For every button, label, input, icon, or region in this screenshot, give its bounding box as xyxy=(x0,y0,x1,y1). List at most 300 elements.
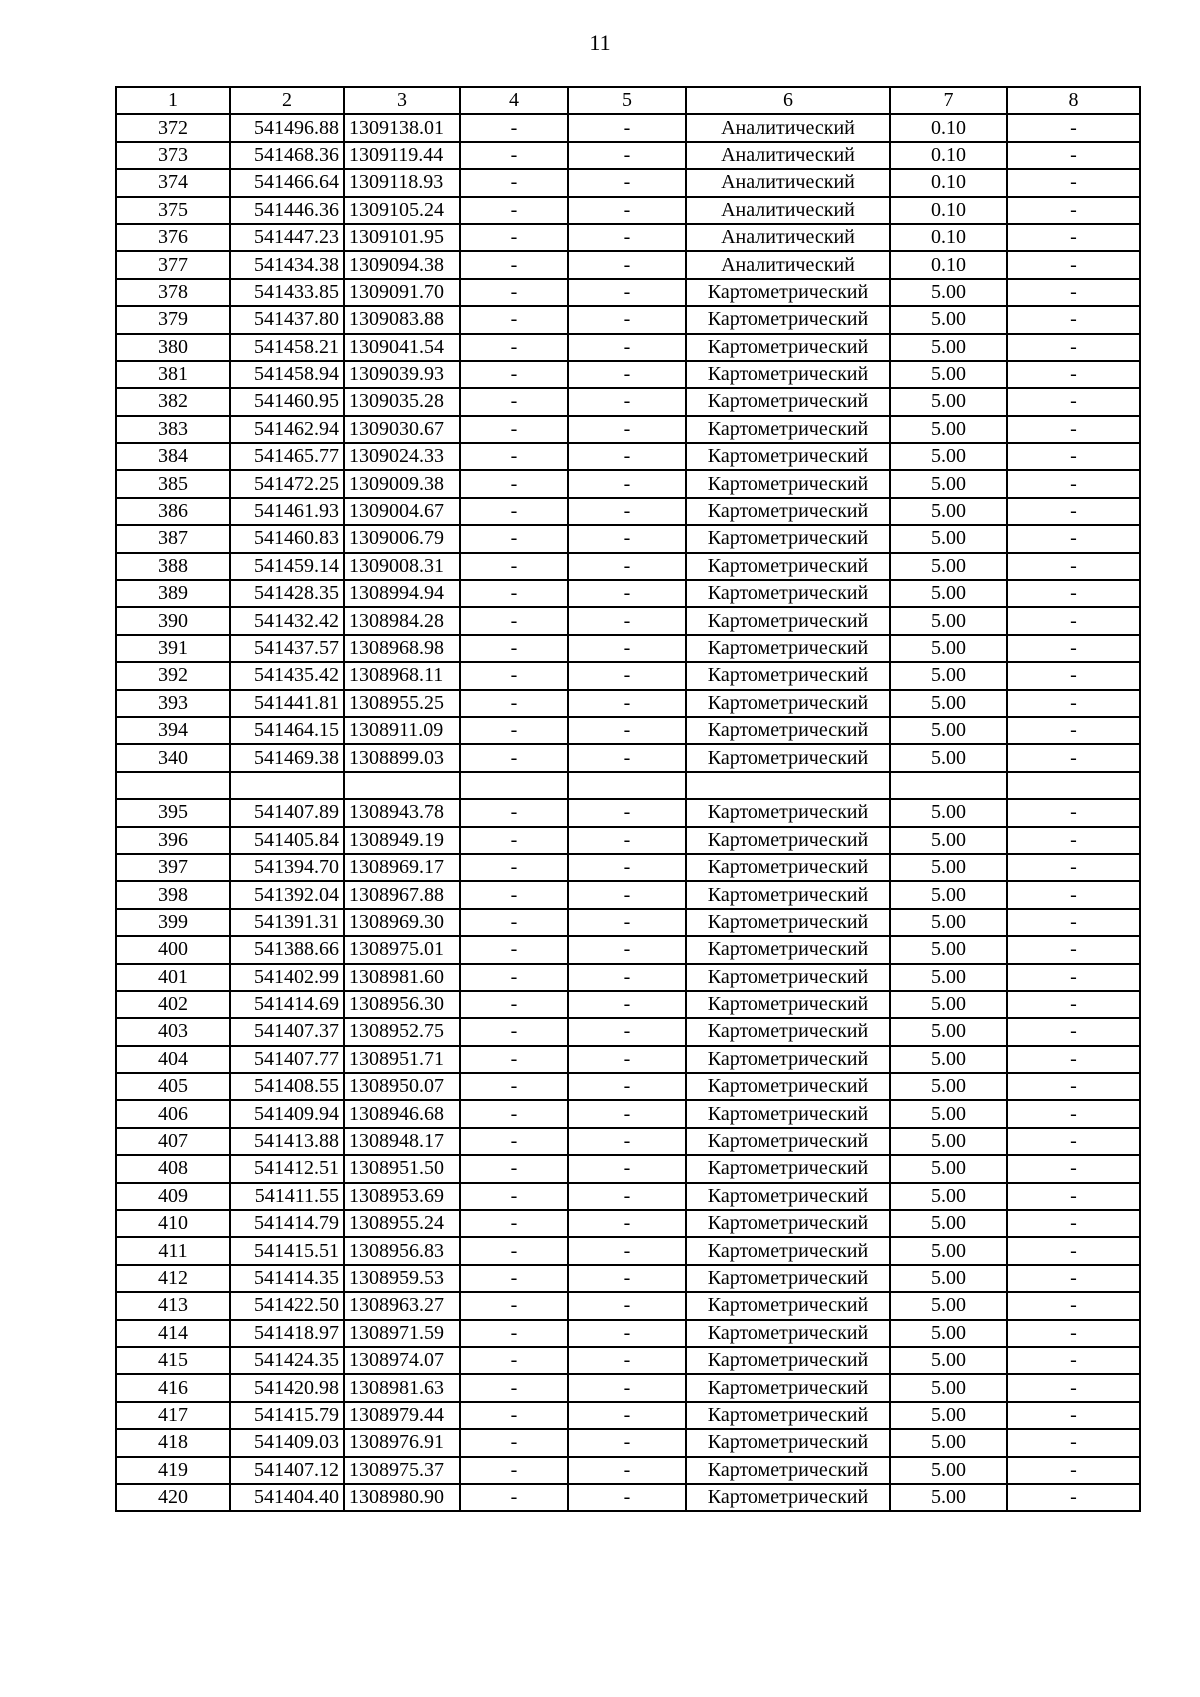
col8-cell: - xyxy=(1007,334,1140,361)
col8-cell: - xyxy=(1007,416,1140,443)
col4-cell: - xyxy=(460,827,568,854)
col4-cell: - xyxy=(460,553,568,580)
point-number-cell: 411 xyxy=(116,1237,230,1264)
accuracy-cell: 5.00 xyxy=(890,470,1007,497)
accuracy-cell: 5.00 xyxy=(890,361,1007,388)
accuracy-cell: 5.00 xyxy=(890,635,1007,662)
table-row xyxy=(116,936,1140,963)
method-cell: Картометрический xyxy=(686,1100,890,1127)
method-cell: Аналитический xyxy=(686,224,890,251)
col4-cell: - xyxy=(460,525,568,552)
point-number-cell: 402 xyxy=(116,991,230,1018)
col5-cell: - xyxy=(568,334,686,361)
col8-cell: - xyxy=(1007,964,1140,991)
method-cell: Картометрический xyxy=(686,1018,890,1045)
method-cell: Картометрический xyxy=(686,443,890,470)
col5-cell: - xyxy=(568,991,686,1018)
col4-cell: - xyxy=(460,279,568,306)
col4-cell: - xyxy=(460,635,568,662)
col5-cell: - xyxy=(568,498,686,525)
point-number-cell: 414 xyxy=(116,1320,230,1347)
table-row xyxy=(116,361,1140,388)
col8-cell: - xyxy=(1007,197,1140,224)
col5-cell: - xyxy=(568,854,686,881)
col4-cell: - xyxy=(460,142,568,169)
col5-cell: - xyxy=(568,306,686,333)
col8-cell: - xyxy=(1007,169,1140,196)
col8-cell: - xyxy=(1007,1320,1140,1347)
method-cell: Картометрический xyxy=(686,498,890,525)
x-coordinate-cell: 541388.66 xyxy=(230,936,344,963)
table-row xyxy=(116,607,1140,634)
table-row xyxy=(116,991,1140,1018)
column-header: 8 xyxy=(1007,87,1140,114)
x-coordinate-cell: 541418.97 xyxy=(230,1320,344,1347)
y-coordinate-cell: 1309101.95 xyxy=(344,224,460,251)
col4-cell: - xyxy=(460,1046,568,1073)
table-row xyxy=(116,525,1140,552)
table-row xyxy=(116,416,1140,443)
col8-cell: - xyxy=(1007,1128,1140,1155)
y-coordinate-cell: 1308955.25 xyxy=(344,690,460,717)
point-number-cell: 404 xyxy=(116,1046,230,1073)
col5-cell: - xyxy=(568,1320,686,1347)
accuracy-cell: 5.00 xyxy=(890,827,1007,854)
method-cell: Аналитический xyxy=(686,197,890,224)
y-coordinate-cell: 1308994.94 xyxy=(344,580,460,607)
accuracy-cell: 5.00 xyxy=(890,388,1007,415)
x-coordinate-cell: 541402.99 xyxy=(230,964,344,991)
x-coordinate-cell: 541447.23 xyxy=(230,224,344,251)
accuracy-cell: 5.00 xyxy=(890,964,1007,991)
point-number-cell: 373 xyxy=(116,142,230,169)
col4-cell: - xyxy=(460,1128,568,1155)
col5-cell: - xyxy=(568,169,686,196)
col8-cell: - xyxy=(1007,635,1140,662)
y-coordinate-cell: 1308956.30 xyxy=(344,991,460,1018)
column-header: 6 xyxy=(686,87,890,114)
column-header: 5 xyxy=(568,87,686,114)
accuracy-cell: 5.00 xyxy=(890,1402,1007,1429)
y-coordinate-cell: 1309119.44 xyxy=(344,142,460,169)
table-row xyxy=(116,1046,1140,1073)
table-row xyxy=(116,881,1140,908)
y-coordinate-cell: 1309041.54 xyxy=(344,334,460,361)
point-number-cell: 393 xyxy=(116,690,230,717)
point-number-cell: 397 xyxy=(116,854,230,881)
table-row xyxy=(116,635,1140,662)
x-coordinate-cell: 541412.51 xyxy=(230,1155,344,1182)
col4-cell: - xyxy=(460,1237,568,1264)
x-coordinate-cell: 541415.51 xyxy=(230,1237,344,1264)
method-cell: Картометрический xyxy=(686,470,890,497)
point-number-cell: 400 xyxy=(116,936,230,963)
x-coordinate-cell: 541411.55 xyxy=(230,1183,344,1210)
accuracy-cell: 5.00 xyxy=(890,1484,1007,1511)
accuracy-cell: 5.00 xyxy=(890,498,1007,525)
col4-cell: - xyxy=(460,1402,568,1429)
accuracy-cell: 5.00 xyxy=(890,909,1007,936)
y-coordinate-cell: 1309138.01 xyxy=(344,114,460,141)
point-number-cell: 399 xyxy=(116,909,230,936)
y-coordinate-cell: 1308899.03 xyxy=(344,744,460,771)
y-coordinate-cell: 1309105.24 xyxy=(344,197,460,224)
accuracy-cell: 5.00 xyxy=(890,1100,1007,1127)
col8-cell: - xyxy=(1007,1100,1140,1127)
table-row xyxy=(116,114,1140,141)
table-row xyxy=(116,854,1140,881)
table-row xyxy=(116,1457,1140,1484)
accuracy-cell: 5.00 xyxy=(890,936,1007,963)
method-cell: Картометрический xyxy=(686,1128,890,1155)
col4-cell: - xyxy=(460,1320,568,1347)
accuracy-cell: 0.10 xyxy=(890,114,1007,141)
col8-cell: - xyxy=(1007,470,1140,497)
col4-cell: - xyxy=(460,1018,568,1045)
col5-cell: - xyxy=(568,690,686,717)
point-number-cell: 390 xyxy=(116,607,230,634)
method-cell: Картометрический xyxy=(686,690,890,717)
col5-cell: - xyxy=(568,909,686,936)
method-cell: Картометрический xyxy=(686,964,890,991)
point-number-cell: 398 xyxy=(116,881,230,908)
x-coordinate-cell: 541435.42 xyxy=(230,662,344,689)
col8-cell: - xyxy=(1007,1429,1140,1456)
col5-cell: - xyxy=(568,1457,686,1484)
table-row xyxy=(116,197,1140,224)
col5-cell: - xyxy=(568,114,686,141)
y-coordinate-cell: 1309009.38 xyxy=(344,470,460,497)
x-coordinate-cell: 541409.94 xyxy=(230,1100,344,1127)
table-row xyxy=(116,1265,1140,1292)
x-coordinate-cell: 541407.89 xyxy=(230,799,344,826)
col4-cell: - xyxy=(460,607,568,634)
accuracy-cell: 5.00 xyxy=(890,717,1007,744)
accuracy-cell: 5.00 xyxy=(890,416,1007,443)
x-coordinate-cell: 541441.81 xyxy=(230,690,344,717)
col8-cell: - xyxy=(1007,224,1140,251)
column-header: 4 xyxy=(460,87,568,114)
method-cell: Картометрический xyxy=(686,525,890,552)
accuracy-cell: 5.00 xyxy=(890,306,1007,333)
x-coordinate-cell: 541405.84 xyxy=(230,827,344,854)
col4-cell: - xyxy=(460,416,568,443)
col4-cell: - xyxy=(460,443,568,470)
y-coordinate-cell: 1308956.83 xyxy=(344,1237,460,1264)
point-number-cell: 420 xyxy=(116,1484,230,1511)
accuracy-cell: 0.10 xyxy=(890,169,1007,196)
col8-cell: - xyxy=(1007,1155,1140,1182)
accuracy-cell: 0.10 xyxy=(890,142,1007,169)
col4-cell: - xyxy=(460,580,568,607)
col5-cell: - xyxy=(568,881,686,908)
method-cell: Аналитический xyxy=(686,169,890,196)
col5-cell: - xyxy=(568,388,686,415)
col8-cell: - xyxy=(1007,306,1140,333)
y-coordinate-cell: 1309094.38 xyxy=(344,251,460,278)
col4-cell: - xyxy=(460,717,568,744)
x-coordinate-cell: 541465.77 xyxy=(230,443,344,470)
column-header: 3 xyxy=(344,87,460,114)
method-cell: Картометрический xyxy=(686,306,890,333)
col4-cell: - xyxy=(460,361,568,388)
method-cell: Картометрический xyxy=(686,1265,890,1292)
point-number-cell: 382 xyxy=(116,388,230,415)
col8-cell: - xyxy=(1007,1018,1140,1045)
col5-cell: - xyxy=(568,936,686,963)
point-number-cell: 386 xyxy=(116,498,230,525)
y-coordinate-cell: 1309006.79 xyxy=(344,525,460,552)
method-cell: Аналитический xyxy=(686,114,890,141)
point-number-cell: 394 xyxy=(116,717,230,744)
accuracy-cell: 5.00 xyxy=(890,1237,1007,1264)
col8-cell: - xyxy=(1007,991,1140,1018)
point-number-cell: 376 xyxy=(116,224,230,251)
col5-cell: - xyxy=(568,553,686,580)
col5-cell: - xyxy=(568,1484,686,1511)
point-number-cell: 379 xyxy=(116,306,230,333)
col8-cell: - xyxy=(1007,607,1140,634)
accuracy-cell: 5.00 xyxy=(890,553,1007,580)
method-cell: Картометрический xyxy=(686,279,890,306)
y-coordinate-cell: 1309008.31 xyxy=(344,553,460,580)
col4-cell: - xyxy=(460,1374,568,1401)
y-coordinate-cell: 1308963.27 xyxy=(344,1292,460,1319)
x-coordinate-cell: 541459.14 xyxy=(230,553,344,580)
table-row xyxy=(116,1128,1140,1155)
col5-cell: - xyxy=(568,1402,686,1429)
table-row xyxy=(116,1484,1140,1511)
method-cell: Картометрический xyxy=(686,361,890,388)
table-row xyxy=(116,1073,1140,1100)
method-cell: Картометрический xyxy=(686,1429,890,1456)
x-coordinate-cell: 541407.12 xyxy=(230,1457,344,1484)
y-coordinate-cell: 1308968.11 xyxy=(344,662,460,689)
method-cell: Аналитический xyxy=(686,251,890,278)
column-header: 1 xyxy=(116,87,230,114)
col4-cell: - xyxy=(460,388,568,415)
col5-cell: - xyxy=(568,717,686,744)
method-cell: Картометрический xyxy=(686,744,890,771)
x-coordinate-cell: 541496.88 xyxy=(230,114,344,141)
y-coordinate-cell: 1308955.24 xyxy=(344,1210,460,1237)
method-cell: Картометрический xyxy=(686,1374,890,1401)
coordinates-table xyxy=(115,86,1141,1512)
x-coordinate-cell: 541468.36 xyxy=(230,142,344,169)
y-coordinate-cell: 1308981.60 xyxy=(344,964,460,991)
method-cell: Картометрический xyxy=(686,1484,890,1511)
table-row xyxy=(116,1018,1140,1045)
col5-cell: - xyxy=(568,361,686,388)
y-coordinate-cell: 1309039.93 xyxy=(344,361,460,388)
table-row xyxy=(116,306,1140,333)
point-number-cell: 384 xyxy=(116,443,230,470)
y-coordinate-cell: 1308980.90 xyxy=(344,1484,460,1511)
table-row xyxy=(116,827,1140,854)
y-coordinate-cell: 1309004.67 xyxy=(344,498,460,525)
accuracy-cell: 5.00 xyxy=(890,607,1007,634)
method-cell: Картометрический xyxy=(686,580,890,607)
point-number-cell: 413 xyxy=(116,1292,230,1319)
col5-cell: - xyxy=(568,251,686,278)
col4-cell: - xyxy=(460,744,568,771)
table-row xyxy=(116,498,1140,525)
x-coordinate-cell: 541408.55 xyxy=(230,1073,344,1100)
method-cell: Картометрический xyxy=(686,553,890,580)
y-coordinate-cell: 1309091.70 xyxy=(344,279,460,306)
method-cell: Картометрический xyxy=(686,1183,890,1210)
method-cell: Картометрический xyxy=(686,717,890,744)
col8-cell: - xyxy=(1007,936,1140,963)
point-number-cell: 405 xyxy=(116,1073,230,1100)
table-body xyxy=(116,114,1140,1511)
col4-cell xyxy=(460,772,568,799)
method-cell: Картометрический xyxy=(686,1046,890,1073)
table-row xyxy=(116,1402,1140,1429)
x-coordinate-cell: 541420.98 xyxy=(230,1374,344,1401)
point-number-cell: 419 xyxy=(116,1457,230,1484)
x-coordinate-cell: 541433.85 xyxy=(230,279,344,306)
col4-cell: - xyxy=(460,197,568,224)
col8-cell: - xyxy=(1007,525,1140,552)
table-row xyxy=(116,690,1140,717)
x-coordinate-cell: 541446.36 xyxy=(230,197,344,224)
accuracy-cell: 5.00 xyxy=(890,1374,1007,1401)
col8-cell: - xyxy=(1007,1457,1140,1484)
y-coordinate-cell: 1308981.63 xyxy=(344,1374,460,1401)
accuracy-cell: 5.00 xyxy=(890,525,1007,552)
col8-cell: - xyxy=(1007,1046,1140,1073)
x-coordinate-cell: 541392.04 xyxy=(230,881,344,908)
x-coordinate-cell: 541422.50 xyxy=(230,1292,344,1319)
accuracy-cell: 5.00 xyxy=(890,881,1007,908)
table-row xyxy=(116,1320,1140,1347)
accuracy-cell: 0.10 xyxy=(890,224,1007,251)
col4-cell: - xyxy=(460,881,568,908)
x-coordinate-cell: 541428.35 xyxy=(230,580,344,607)
col8-cell: - xyxy=(1007,1484,1140,1511)
table-row xyxy=(116,1374,1140,1401)
x-coordinate-cell: 541464.15 xyxy=(230,717,344,744)
y-coordinate-cell: 1308949.19 xyxy=(344,827,460,854)
x-coordinate-cell: 541461.93 xyxy=(230,498,344,525)
col4-cell: - xyxy=(460,114,568,141)
method-cell: Картометрический xyxy=(686,1237,890,1264)
col5-cell: - xyxy=(568,799,686,826)
accuracy-cell: 5.00 xyxy=(890,580,1007,607)
col5-cell: - xyxy=(568,607,686,634)
col5-cell: - xyxy=(568,1429,686,1456)
table-row xyxy=(116,224,1140,251)
y-coordinate-cell: 1308969.17 xyxy=(344,854,460,881)
y-coordinate-cell: 1308975.37 xyxy=(344,1457,460,1484)
table-row xyxy=(116,580,1140,607)
col5-cell: - xyxy=(568,197,686,224)
point-number-cell: 381 xyxy=(116,361,230,388)
col4-cell: - xyxy=(460,1100,568,1127)
col4-cell: - xyxy=(460,1183,568,1210)
col4-cell: - xyxy=(460,470,568,497)
x-coordinate-cell: 541472.25 xyxy=(230,470,344,497)
col8-cell: - xyxy=(1007,361,1140,388)
col5-cell: - xyxy=(568,1128,686,1155)
y-coordinate-cell: 1308974.07 xyxy=(344,1347,460,1374)
col4-cell: - xyxy=(460,1265,568,1292)
x-coordinate-cell: 541432.42 xyxy=(230,607,344,634)
accuracy-cell: 5.00 xyxy=(890,1155,1007,1182)
col4-cell: - xyxy=(460,169,568,196)
col4-cell: - xyxy=(460,498,568,525)
point-number-cell: 412 xyxy=(116,1265,230,1292)
x-coordinate-cell: 541434.38 xyxy=(230,251,344,278)
col5-cell: - xyxy=(568,470,686,497)
table-row xyxy=(116,1155,1140,1182)
col5-cell: - xyxy=(568,662,686,689)
method-cell: Картометрический xyxy=(686,909,890,936)
col5-cell: - xyxy=(568,1073,686,1100)
x-coordinate-cell: 541462.94 xyxy=(230,416,344,443)
point-number-cell: 377 xyxy=(116,251,230,278)
x-coordinate-cell: 541404.40 xyxy=(230,1484,344,1511)
y-coordinate-cell xyxy=(344,772,460,799)
col4-cell: - xyxy=(460,991,568,1018)
table-row xyxy=(116,717,1140,744)
col4-cell: - xyxy=(460,854,568,881)
col8-cell: - xyxy=(1007,1402,1140,1429)
table-row xyxy=(116,662,1140,689)
point-number-cell: 407 xyxy=(116,1128,230,1155)
x-coordinate-cell: 541409.03 xyxy=(230,1429,344,1456)
table-row xyxy=(116,1183,1140,1210)
col8-cell: - xyxy=(1007,1183,1140,1210)
y-coordinate-cell: 1308948.17 xyxy=(344,1128,460,1155)
point-number-cell: 391 xyxy=(116,635,230,662)
point-number-cell: 378 xyxy=(116,279,230,306)
col4-cell: - xyxy=(460,1347,568,1374)
method-cell: Картометрический xyxy=(686,1210,890,1237)
x-coordinate-cell: 541394.70 xyxy=(230,854,344,881)
column-header: 7 xyxy=(890,87,1007,114)
method-cell: Картометрический xyxy=(686,1292,890,1319)
method-cell: Картометрический xyxy=(686,936,890,963)
x-coordinate-cell: 541414.35 xyxy=(230,1265,344,1292)
col5-cell: - xyxy=(568,1347,686,1374)
col5-cell: - xyxy=(568,1292,686,1319)
method-cell: Картометрический xyxy=(686,416,890,443)
table-row xyxy=(116,744,1140,771)
point-number-cell: 396 xyxy=(116,827,230,854)
x-coordinate-cell: 541458.21 xyxy=(230,334,344,361)
accuracy-cell xyxy=(890,772,1007,799)
accuracy-cell: 0.10 xyxy=(890,197,1007,224)
col5-cell: - xyxy=(568,142,686,169)
method-cell: Картометрический xyxy=(686,881,890,908)
col5-cell: - xyxy=(568,744,686,771)
col4-cell: - xyxy=(460,936,568,963)
x-coordinate-cell: 541437.80 xyxy=(230,306,344,333)
col8-cell: - xyxy=(1007,662,1140,689)
accuracy-cell: 5.00 xyxy=(890,744,1007,771)
col8-cell: - xyxy=(1007,690,1140,717)
accuracy-cell: 5.00 xyxy=(890,1073,1007,1100)
col8-cell: - xyxy=(1007,909,1140,936)
col4-cell: - xyxy=(460,799,568,826)
accuracy-cell: 5.00 xyxy=(890,1292,1007,1319)
col5-cell xyxy=(568,772,686,799)
x-coordinate-cell: 541466.64 xyxy=(230,169,344,196)
method-cell: Картометрический xyxy=(686,854,890,881)
method-cell: Картометрический xyxy=(686,799,890,826)
